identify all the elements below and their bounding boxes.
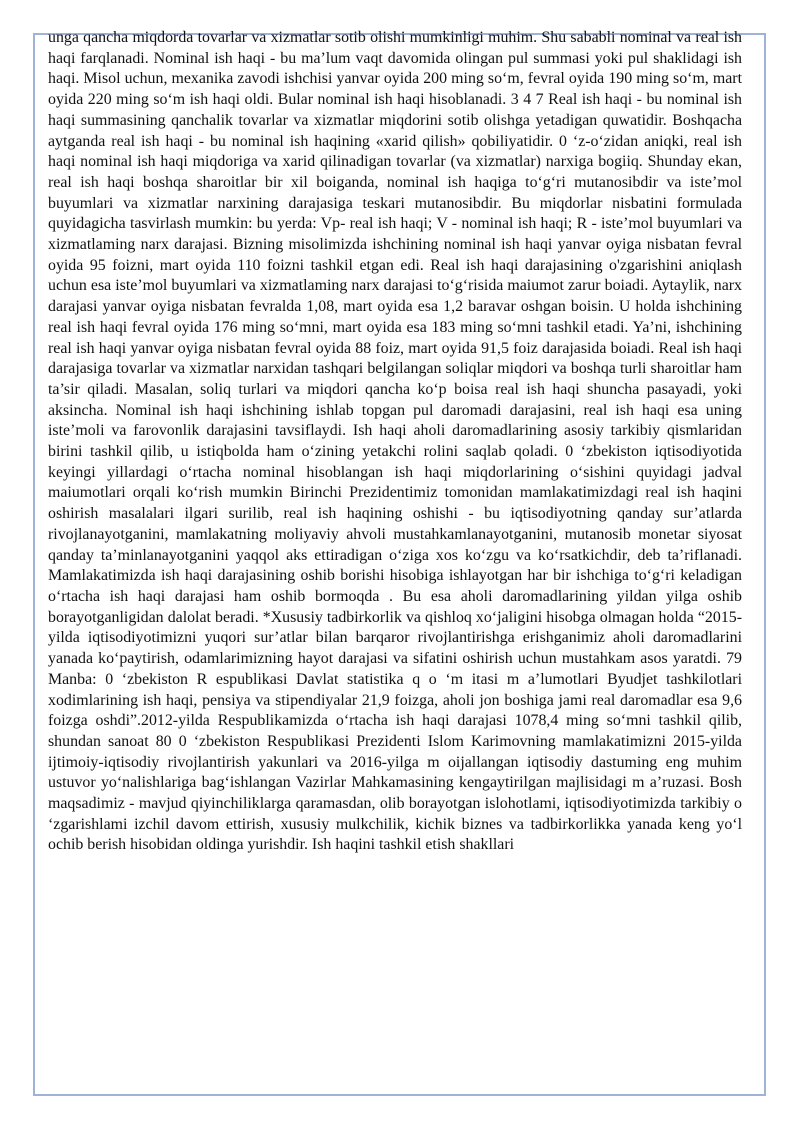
document-body-text: unga qancha miqdorda tovarlar va xizmatlar sotib olishi mumkinligi muhim. Shu sababli nominal va real ish haqi farqlanadi. Nominal ish haqi - bu ma’lum vaqt davomida olingan pul summasi yoki pul shaklidagi ish haqi. Misol uchun, mexanika zavodi ishchisi yanvar oyida 200 ming so‘m, fevral oyida 190 ming so‘m, mart oyida 220 ming so‘m ish haqi oldi. Bular nominal ish haqi hisoblanadi. 3 4 7 Real ish haqi - bu nominal ish haqi summasining qanchalik tovarlar va xizmatlar miqdorini sotib olishga yetadigan quwatidir. Boshqacha aytganda real ish haqi - bu nominal ish haqining «xarid qilish» qobiliyatidir. 0 ‘z-o‘zidan aniqki, real ish haqi nominal ish haqi miqdoriga va xarid qilinadigan tovarlar (va xizmatlar) narxiga bogiiq. Shunday ekan, real ish haqi boshqa sharoitlar bir xil boiganda, nominal ish haqiga to‘g‘ri mutanosibdir va iste’mol buyumlari va xizmatlar narxining darajasiga teskari mutanosibdir. Bu miqdorlar nisbatini formulada quyidagicha tasvirlash mumkin: bu yerda: Vp- real ish haqi; V - nominal ish haqi; R - iste’mol buyumlari va xizmatlaming narx darajasi. Bizning misolimizda ishchining nominal ish haqi yanvar oyiga nisbatan fevral oyida 95 foizni, mart oyida 110 foizni tashkil etgan edi. Real ish haqi darajasining o'zgarishini aniqlash uchun esa iste’mol buyumlari va xizmatlaming narx darajasi to‘g‘risida maiumot zarur boiadi. Aytaylik, narx darajasi yanvar oyiga nisbatan fevralda 1,08, mart oyida esa 1,2 baravar oshgan boisin. U holda ishchining real ish haqi fevral oyida 176 ming so‘mni, mart oyida esa 183 ming so‘mni tashkil etadi. Ya’ni, ishchining real ish haqi yanvar oyiga nisbatan fevral oyida 88 foiz, mart oyida 91,5 foiz darajasida boiadi. Real ish haqi darajasiga tovarlar va xizmatlar narxidan tashqari belgilangan soliqlar miqdori va boshqa turli sharoitlar ham ta’sir qiladi. Masalan, soliq turlari va miqdori qancha ko‘p boisa real ish haqi shuncha pasayadi, yoki aksincha. Nominal ish haqi ishchining ishlab topgan pul daromadi darajasini, real ish haqi esa uning iste’moli va farovonlik darajasini tavsiflaydi. Ish haqi aholi daromadlarining asosiy tarkibiy qismlaridan birini tashkil qilib, u istiqbolda ham o‘zining yetakchi rolini saqlab qoladi. 0 ‘zbekiston iqtisodiyotida keyingi yillardagi o‘rtacha nominal hisoblangan ish haqi miqdorlarining o‘sishini quyidagi jadval maiumotlari orqali ko‘rish mumkin Birinchi Prezidentimiz tomonidan mamlakatimizdagi real ish haqini oshirish masalalari ilgari surilib, real ish haqining oshishi - bu iqtisodiyotning qanday sur’atlarda rivojlanayotganini, mamlakatning moliyaviy ahvoli mustahkamlanayotganini, mutanosib monetar siyosat qanday ta’minlanayotganini yaqqol aks ettiradigan o‘ziga xos ko‘zgu va ko‘rsatkichdir, deb ta’riflanadi. Mamlakatimizda ish haqi darajasining oshib borishi hisobiga ishlayotgan har bir ishchiga to‘g‘ri keladigan o‘rtacha ish haqi darajasi ham oshib bormoqda . Bu esa aholi daromadlarining yildan yilga oshib borayotganligidan dalolat beradi. *Xususiy tadbirkorlik va qishloq xo‘jaligini hisobga olmagan holda “2015-yilda iqtisodiyotimizni yuqori sur’atlar bilan barqaror rivojlantirishga erishganimiz aholi daromadlarini yanada ko‘paytirish, odamlarimizning hayot darajasi va sifatini oshirish uchun mustahkam asos yaratdi. 79 Manba: 0 ‘zbekiston R espublikasi Davlat statistika q o ‘m itasi m a’lumotlari Byudjet tashkilotlari xodimlarining ish haqi, pensiya va stipendiyalar 21,9 foizga, aholi jon boshiga jami real daromadlar esa 9,6 foizga oshdi”.2012-yilda Respublikamizda o‘rtacha ish haqi darajasi 1078,4 ming so‘mni tashkil qilib, shundan sanoat 80 0 ‘zbekiston Respublikasi Prezidenti Islom Karimovning mamlakatimizni 2015-yilda ijtimoiy-iqtisodiy rivojlantirish yakunlari va 2016-yilga m oijallangan iqtisodiy dastuming eng muhim ustuvor yo‘nalishlariga bag‘ishlangan Vazirlar Mahkamasining kengaytirilgan majlisidagi m a’ruzasi. Bosh maqsadimiz - mavjud qiyinchiliklarga qaramasdan, olib borayotgan islohotlami, iqtisodiyotimizda tarkibiy o ‘zgarishlami izchil davom ettirish, xususiy mulkchilik, kichik biznes va tadbirkorlikka yanada keng yo‘l ochib berish hisobidan oldinga yurishdir. Ish haqini tashkil etish shakllari bbox=[48, 29, 742, 854]
